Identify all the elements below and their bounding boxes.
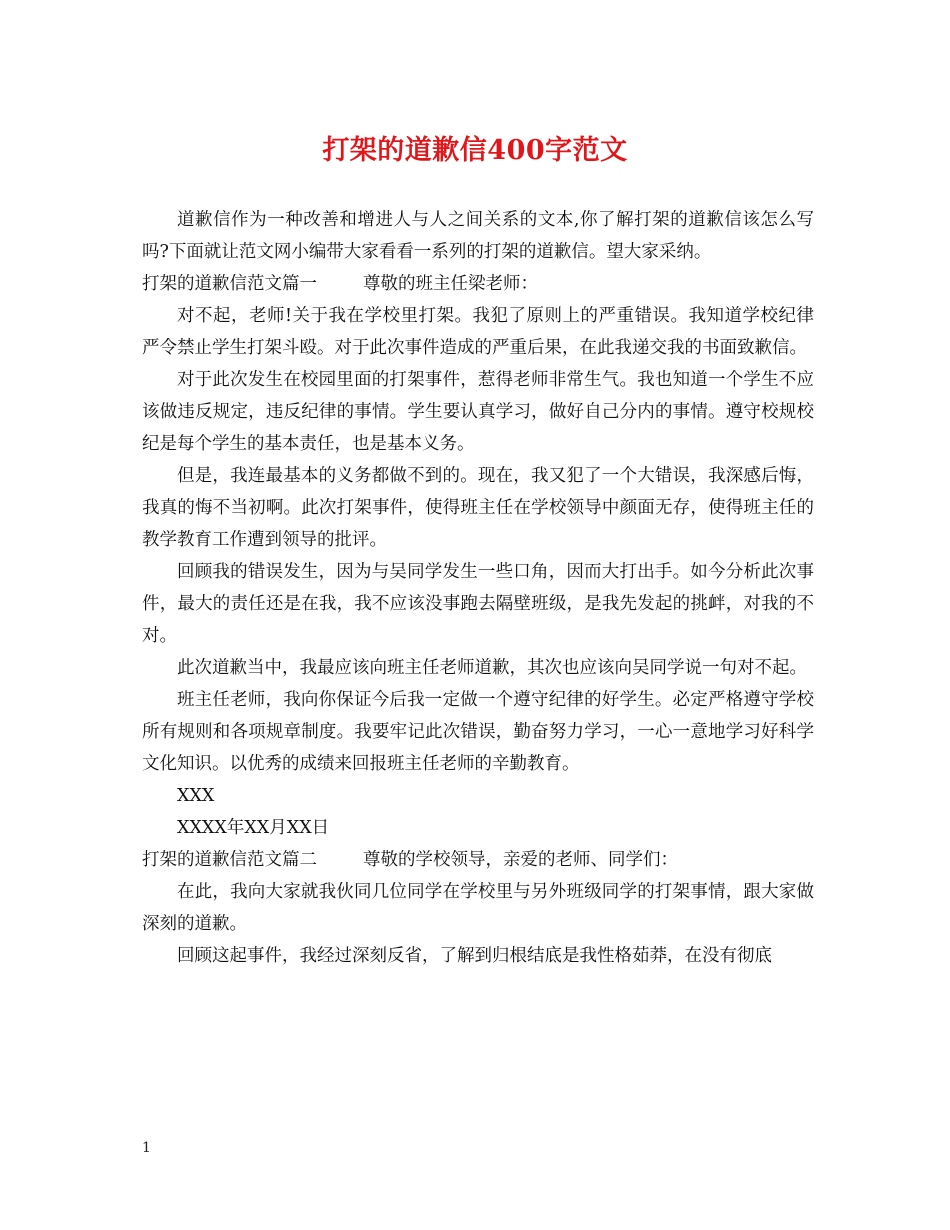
paragraph-3: 但是，我连最基本的义务都做不到的。现在，我又犯了一个大错误，我深感后悔，我真的悔不当初啊。此次打架事件，使得班主任在学校领导中颜面无存，使得班主任的教学教育工作遭到领导的批评。 (142, 466, 814, 550)
date: XXXX年XX月XX日 (177, 818, 330, 838)
paragraph-6: 班主任老师，我向你保证今后我一定做一个遵守纪律的好学生。必定严格遵守学校所有规则和各项规章制度。我要牢记此次错误，勤奋努力学习，一心一意地学习好科学文化知识。以优秀的成绩来回报班主任老师的辛勤教育。 (142, 690, 814, 774)
page-number: 1 (142, 1140, 151, 1156)
section2-salutation: 尊敬的学校领导，亲爱的老师、同学们： (363, 850, 678, 870)
section2-heading: 打架的道歉信范文篇二 (142, 850, 317, 870)
paragraph-intro: 道歉信作为一种改善和增进人与人之间关系的文本,你了解打架的道歉信该怎么写吗?下面就让范文网小编带大家看看一系列的打架的道歉信。望大家采纳。 (142, 210, 814, 262)
paragraph-5: 此次道歉当中，我最应该向班主任老师道歉，其次也应该向吴同学说一句对不起。 (177, 658, 807, 678)
paragraph-2: 对于此次发生在校园里面的打架事件，惹得老师非常生气。我也知道一个学生不应该做违反规定，违反纪律的事情。学生要认真学习，做好自己分内的事情。遵守校规校纪是每个学生的基本责任，也是基本义务。 (142, 370, 814, 454)
section2-header-line (142, 844, 814, 876)
signature: XXX (177, 786, 215, 806)
paragraph-1: 对不起，老师!关于我在学校里打架。我犯了原则上的严重错误。我知道学校纪律严令禁止学生打架斗殴。对于此次事件造成的严重后果，在此我递交我的书面致歉信。 (142, 306, 814, 358)
document-body (142, 204, 814, 972)
section1-heading: 打架的道歉信范文篇一 (142, 274, 317, 294)
document-title: 打架的道歉信400字范文 (322, 135, 628, 166)
paragraph-4: 回顾我的错误发生，因为与吴同学发生一些口角，因而大打出手。如今分析此次事件，最大的责任还是在我，我不应该没事跑去隔壁班级，是我先发起的挑衅，对我的不对。 (142, 562, 814, 646)
section1-header-line (142, 268, 814, 300)
section1-salutation: 尊敬的班主任梁老师： (363, 274, 538, 294)
paragraph-8: 回顾这起事件，我经过深刻反省，了解到归根结底是我性格茹莽，在没有彻底 (177, 946, 772, 966)
paragraph-7: 在此，我向大家就我伙同几位同学在学校里与另外班级同学的打架事情，跟大家做深刻的道歉。 (142, 882, 814, 934)
